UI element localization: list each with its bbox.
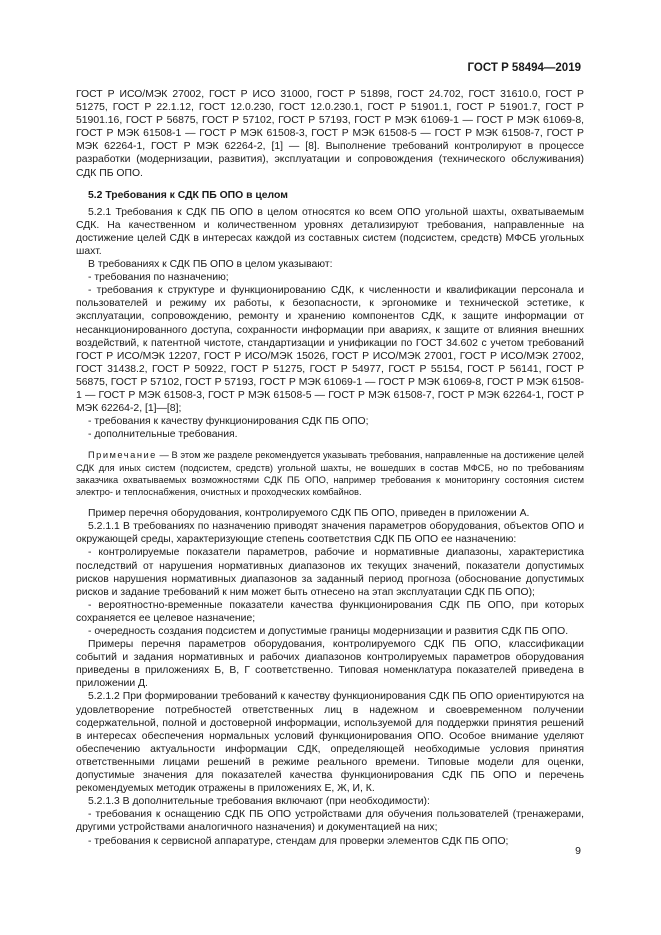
paragraph-indicate: В требованиях к СДК ПБ ОПО в целом указывают: [88, 259, 333, 271]
page-number: 9 [575, 845, 581, 857]
clause-5-2-1-1: 5.2.1.1 В требованиях по назначению приводят значения параметров оборудования, объектов ОПО и окружающей среды, характеризующие степень соответствия СДК ПБ ОПО ее назначению: [76, 521, 584, 546]
list-item: - требования к сервисной аппаратуре, стендам для проверки элементов СДК ПБ ОПО; [88, 835, 509, 847]
list-item: - дополнительные требования. [88, 429, 238, 441]
section-heading: 5.2 Требования к СДК ПБ ОПО в целом [88, 189, 288, 201]
clause-5-2-1-2: 5.2.1.2 При формировании требований к качеству функционирования СДК ПБ ОПО ориентируются на удовлетворение потребностей ответственных лиц в надежном и своевременном получении содержательной, полной и достоверной информации, используемой для поддержки принятия решений в интересах обеспечения нормальных условий функционирования ОПО. Особое внимание уделяют обеспечению актуальности информации СДК, определяющей необходимые условия принятия ответственными лицами решений в режиме реального времени. Типовые модели для оценки, допустимые значения для показателей качества функционирования СДК ПБ ОПО и перечень рекомендуемых методик отражены в приложениях Е, Ж, И, К. [76, 691, 584, 795]
intro-paragraph: ГОСТ Р ИСО/МЭК 27002, ГОСТ Р ИСО 31000, ГОСТ Р 51898, ГОСТ 24.702, ГОСТ 31610.0, ГОСТ Р 51275, ГОСТ Р 22.1.12, ГОСТ 12.0.230, ГОСТ 12.0.230.1, ГОСТ Р 51901.1, ГОСТ Р 51901.7, ГОСТ Р 51901.16, ГОСТ Р 56875, ГОСТ Р 57102, ГОСТ Р 57193, ГОСТ Р МЭК 61069-1 — ГОСТ Р МЭК 61069-8, ГОСТ Р МЭК 61508-1 — ГОСТ Р МЭК 61508-3, ГОСТ Р МЭК 61508-5 — ГОСТ Р МЭК 61508-7, ГОСТ Р МЭК 62264-1, ГОСТ Р МЭК 62264-2, [1] — [8]. Выполнение требований контролируют в процессе разработки (модернизации, развития), эксплуатации и сопровождения (технического обслуживания) СДК ПБ ОПО. [76, 89, 584, 179]
list-item: - требования по назначению; [88, 272, 229, 284]
document-header: ГОСТ Р 58494—2019 [467, 62, 581, 74]
note [76, 449, 584, 498]
paragraph-examples-list: Примеры перечня параметров оборудования, контролируемого СДК ПБ ОПО, классификации событий и задания нормативных и рабочих диапазонов контролируемых параметров оборудования приведены в приложениях Б, В, Г соответственно. Типовая номенклатура показателей приведена в приложении Д. [76, 639, 584, 690]
paragraph-example: Пример перечня оборудования, контролируемого СДК ПБ ОПО, приведен в приложении А. [88, 508, 530, 520]
list-item: - контролируемые показатели параметров, рабочие и нормативные диапазоны, характеристика последствий от нарушения нормативных диапазонов их текущих значений, показатели допустимых рисков нарушения нормативных диапазонов за заданный период прогноза (обоснование допустимых рисков и задание требований к ним может быть отнесено на этап эксплуатации СДК ПБ ОПО); [76, 547, 584, 598]
list-item: - требования к структуре и функционированию СДК, к численности и квалификации персонала и пользователей и режиму их работы, к безопасности, к эргономике и технической эстетике, к эксплуатации, сопровождению, ремонту и хранению компонентов СДК, к защите информации от несанкционированного доступа, сохранности информации при авариях, к защите от влияния внешних воздействий, к патентной чистоте, стандартизации и унификации по ГОСТ 34.602 с учетом требований ГОСТ Р ИСО/МЭК 12207, ГОСТ Р ИСО/МЭК 15026, ГОСТ Р ИСО/МЭК 27001, ГОСТ Р ИСО/МЭК 27002, ГОСТ 31438.2, ГОСТ Р 50922, ГОСТ Р 51275, ГОСТ Р 54977, ГОСТ Р 55154, ГОСТ Р 56141, ГОСТ Р 56875, ГОСТ Р 57102, ГОСТ Р 57193, ГОСТ Р МЭК 61069-1 — ГОСТ Р МЭК 61069-8, ГОСТ Р МЭК 61508-1 — ГОСТ Р МЭК 61508-3, ГОСТ Р МЭК 61508-5 — ГОСТ Р МЭК 61508-7, ГОСТ Р МЭК 62264-1, ГОСТ Р МЭК 62264-2, [1]—[8]; [76, 285, 584, 415]
document-body [76, 88, 584, 848]
clause-5-2-1: 5.2.1 Требования к СДК ПБ ОПО в целом относятся ко всем ОПО угольной шахты, охватываемым СДК. На качественном и количественном уровнях детализируют требования, направленные на достижение целей СДК в интересах каждой из составных систем (подсистем, средств) МФСБ угольных шахт. [76, 206, 584, 257]
list-item: - очередность создания подсистем и допустимые границы модернизации и развития СДК ПБ ОПО. [88, 626, 569, 637]
list-item: - вероятностно-временные показатели качества функционирования СДК ПБ ОПО, при которых сохраняется ее целевое назначение; [76, 599, 584, 624]
list-item: - требования к оснащению СДК ПБ ОПО устройствами для обучения пользователей (тренажерами, другими устройствами аналогичного назначения) и документацией на них; [76, 809, 584, 834]
note-text: — В этом же разделе рекомендуется указывать требования, направленные на достижение целей СДК для иных систем (подсистем, средств) угольной шахты, не вошедших в состав МФСБ, но по требованиям заказчика охватываемых возможностями СДК ПБ ОПО, например требования к мониторингу состояния систем электро- и теплоснабжения, очистных и проходческих комбайнов. [76, 450, 584, 497]
list-item: - требования к качеству функционирования СДК ПБ ОПО; [88, 416, 369, 428]
note-label: Примечание [88, 450, 157, 461]
clause-5-2-1-3: 5.2.1.3 В дополнительные требования включают (при необходимости): [88, 796, 430, 808]
